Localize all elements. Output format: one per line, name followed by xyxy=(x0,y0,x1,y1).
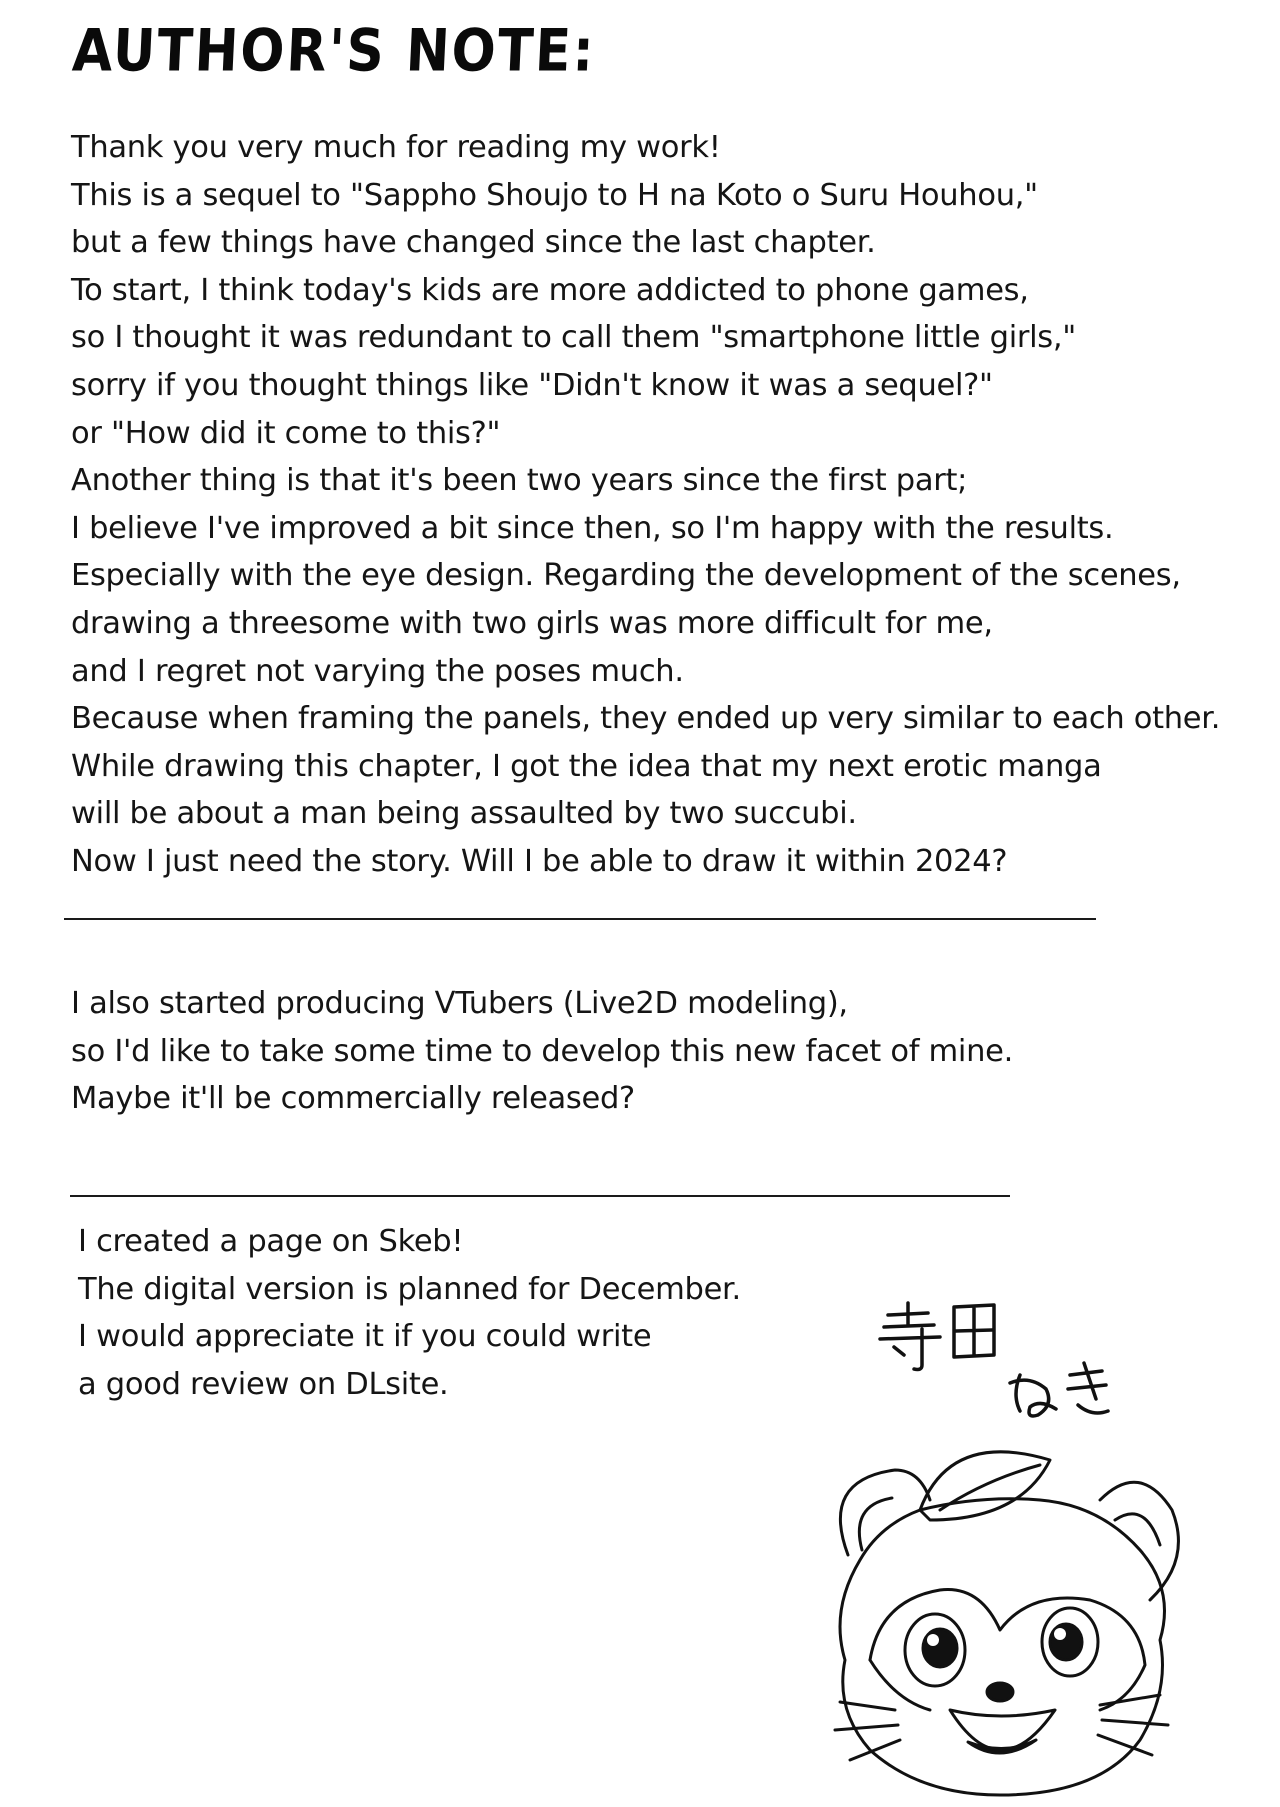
note-paragraph-3 xyxy=(78,1218,741,1408)
note-line: but a few things have changed since the last chapter. xyxy=(71,225,876,261)
tanuki-mascot-illustration xyxy=(800,1410,1200,1800)
note-line: so I thought it was redundant to call them "smartphone little girls," xyxy=(71,320,1076,356)
note-line: Thank you very much for reading my work! xyxy=(71,130,721,165)
note-line: I believe I've improved a bit since then, so I'm happy with the results. xyxy=(71,510,1114,546)
note-line: drawing a threesome with two girls was more difficult for me, xyxy=(71,605,993,641)
note-line: I created a page on Skeb! xyxy=(78,1224,464,1259)
note-line: and I regret not varying the poses much. xyxy=(71,653,684,689)
section-divider xyxy=(64,918,1096,920)
note-line: I also started producing VTubers (Live2D modeling), xyxy=(71,986,848,1021)
note-line: or "How did it come to this?" xyxy=(71,415,501,451)
note-line: will be about a man being assaulted by two succubi. xyxy=(71,796,857,832)
note-line: This is a sequel to "Sappho Shoujo to H na Koto o Suru Houhou," xyxy=(71,177,1038,213)
note-line: While drawing this chapter, I got the idea that my next erotic manga xyxy=(71,748,1102,784)
note-paragraph-1 xyxy=(71,124,1220,886)
note-line: Another thing is that it's been two years since the first part; xyxy=(71,463,968,499)
note-line: Now I just need the story. Will I be able to draw it within 2024? xyxy=(71,843,1008,879)
note-line: sorry if you thought things like "Didn't know it was a sequel?" xyxy=(71,367,993,403)
section-divider xyxy=(70,1195,1010,1197)
page-title: AUTHOR'S NOTE: xyxy=(70,18,598,86)
note-line: Maybe it'll be commercially released? xyxy=(71,1081,635,1117)
note-line: Especially with the eye design. Regarding the development of the scenes, xyxy=(71,558,1181,594)
note-line: The digital version is planned for December. xyxy=(78,1271,741,1307)
note-line: I would appreciate it if you could write xyxy=(78,1319,652,1355)
author-signature xyxy=(870,1295,1150,1425)
note-line: so I'd like to take some time to develop this new facet of mine. xyxy=(71,1033,1013,1069)
note-line: To start, I think today's kids are more addicted to phone games, xyxy=(71,272,1029,308)
note-line: Because when framing the panels, they ended up very similar to each other. xyxy=(71,701,1221,737)
note-paragraph-2 xyxy=(71,980,1013,1123)
note-line: a good review on DLsite. xyxy=(78,1366,449,1402)
